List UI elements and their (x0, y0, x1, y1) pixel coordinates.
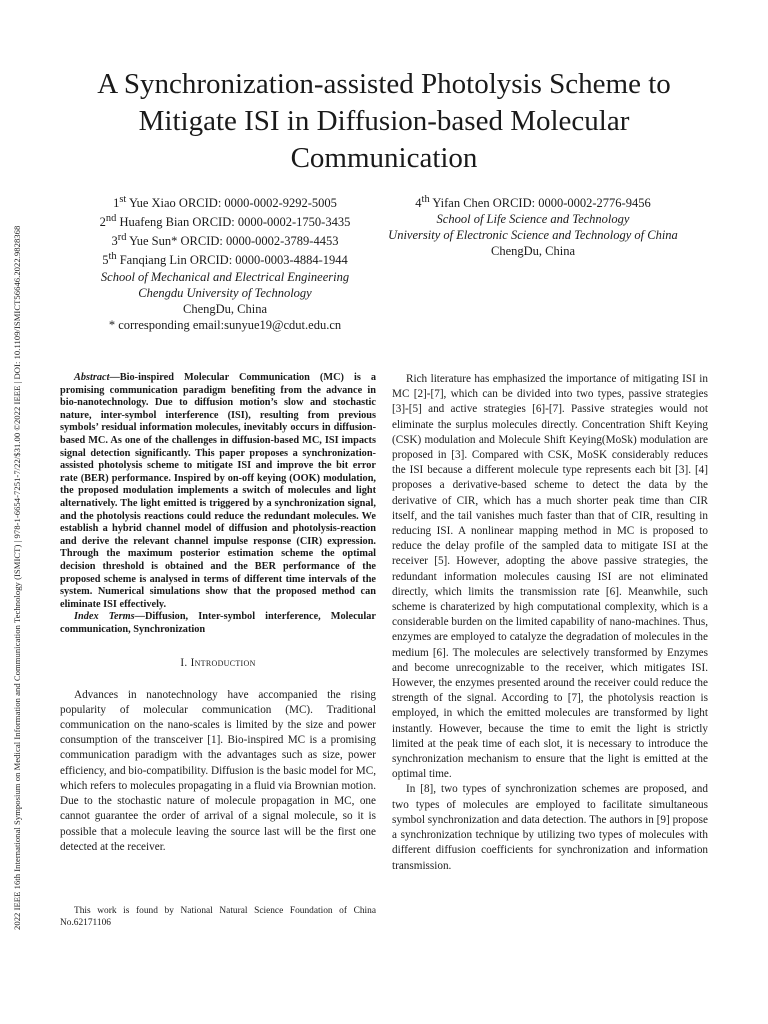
paper-title (60, 66, 708, 177)
author-line: 1st Yue Xiao ORCID: 0000-0002-9292-5005 (113, 194, 337, 211)
author-line: 5th Fanqiang Lin ORCID: 0000-0003-4884-1944 (102, 251, 348, 268)
abstract (60, 372, 376, 611)
affiliation: Chengdu University of Technology (138, 285, 312, 300)
right-column (392, 372, 708, 874)
left-column (60, 372, 376, 855)
authors-left (60, 192, 390, 333)
title-line: Communication (290, 142, 478, 174)
corresponding-email: * corresponding email:sunyue19@cdut.edu.cn (108, 317, 342, 332)
intro-paragraph: Advances in nanotechnology have accompanied the rising popularity of molecular communication (MC). Traditional communication on the nano-scales is limited by the size and power consumption of the transceiver [1]. Bio-inspired MC is a promising communication paradigm with the advantages such as size, power efficiency, and bio-compatibility. Diffusion is the basic model for MC, which refers to molecules propagating in a fluid via Brownian motion. Due to the stochastic nature of molecule propagation in MC, one cannot guarantee the order of arrival of a signal molecule, so it is possible that a molecule leaving the source last will be the first one detected at the receiver. (60, 688, 376, 853)
index-terms (60, 611, 376, 636)
abstract-text: —Bio-inspired Molecular Communication (MC) is a promising communication paradigm benefiting from the advance in bio-nanotechnology. Due to diffusion motion’s slow and stochastic nature, inter-symbol interference (ISI), resulting from previous symbols’ residual information molecules, inevitably occurs in diffusion-based MC. As one of the challenges in diffusion-based MC, ISI impacts signal detection significantly. This paper proposes a synchronization-assisted photolysis scheme to mitigate ISI and improve the bit error rate (BER) performance. Inspired by on-off keying (OOK) modulation, the proposed modulation implements a switch of molecules and light alternatively. The light emitted is triggered by a synchronization signal, and the photolysis reactions could reduce the redundant molecules. We establish a hybrid channel model of diffusion and photolysis-reaction and derive the relevant channel impulse response (CIR) expression. Through the maximum posterior estimation scheme the optimal decision threshold is obtained and the BER performance of the proposed scheme is analysed in terms of different time intervals of the system. Numerical simulations show that the proposed method can eliminate ISI effectively. (60, 372, 376, 610)
author-line: 4th Yifan Chen ORCID: 0000-0002-2776-9456 (415, 194, 651, 211)
footnote: This work is found by National Natural Science Foundation of China No.62171106 (60, 906, 376, 928)
city: ChengDu, China (490, 244, 576, 259)
title-line: Mitigate ISI in Diffusion-based Molecular (138, 105, 630, 137)
author-line: 3rd Yue Sun* ORCID: 0000-0002-3789-4453 (111, 232, 339, 249)
affiliation: University of Electronic Science and Technology of China (388, 228, 678, 243)
index-terms-text: —Diffusion, Inter-symbol interference, Molecular communication, Synchronization (60, 611, 376, 635)
affiliation: School of Life Science and Technology (436, 212, 630, 227)
copyright-side-note: 2022 IEEE 16th International Symposium on Medical Information and Communication Technology (ISMICT) | 978-1-6654-7251-7/22/$31.00 ©2022 IEEE | DOI: 10.1109/ISMICT56646.2022.9828368 (12, 225, 22, 930)
index-terms-label: Index Terms (74, 611, 135, 623)
body-paragraph: Rich literature has emphasized the importance of mitigating ISI in MC [2]-[7], which can be divided into two types, passive strategies [3]-[5] and active strategies [6]-[7]. Passive strategies would not eliminate the surplus molecules directly. Concentration Shift Keying (CSK) modulation and Molecule Shift Keying(MoSk) modulation are proposed in [3]. Compared with CSK, MoSK considerably reduces the ISI because a different molecule type represents each bit [3]. [4] proposes a derivative-based scheme to detect the data by the derivative of CIR, which has a much shorter peak time than CIR itself, and the tail vanishes much faster than that of CIR, resulting in reducing ISI. A nonlinear mapping method in MC is proposed to reduce the delay profile of the sampled data to mitigate ISI at the receiver [5]. However, adopting the above passive strategies, the redundant information molecules causing ISI are not eliminated directly, which limits the transmission rate [6]. Meanwhile, such scheme is charaterized by high computational complexity, which is a considerable burden on the limited capability of nano-machines. Thus, enzymes are employed to catalyze the degradation of molecules in the medium [6]. The molecules are selectively transformed by Enzymes and become unrecognizable to the receiver, which mitigates ISI. However, the enzymes presented around the receiver could reduce the strength of the signal. According to [7], the photolysis reaction is employed, in which the emitted molecules are transformed by light instantly. However, because the time to emit the light is strictly limited at the peak time of each slot, it is necessary to introduce the synchronization mechanism to ensure that the light is emitted at the optimal time. (392, 373, 708, 781)
city: ChengDu, China (182, 301, 268, 316)
title-line: A Synchronization-assisted Photolysis Scheme to (97, 68, 671, 100)
abstract-label: Abstract (74, 372, 110, 383)
section-heading: I. Introduction (180, 657, 256, 670)
body-paragraph: In [8], two types of synchronization schemes are proposed, and two types of molecules are employed to facilitate simultaneous symbol synchronization and data detection. The authors in [9] propose a synchronization technique by utilizing two types of molecules with different diffusion coefficients for synchronization and information transmission. (392, 783, 708, 872)
authors-right (356, 192, 710, 259)
affiliation: School of Mechanical and Electrical Engineering (100, 269, 350, 284)
author-line: 2nd Huafeng Bian ORCID: 0000-0002-1750-3435 (99, 213, 351, 230)
